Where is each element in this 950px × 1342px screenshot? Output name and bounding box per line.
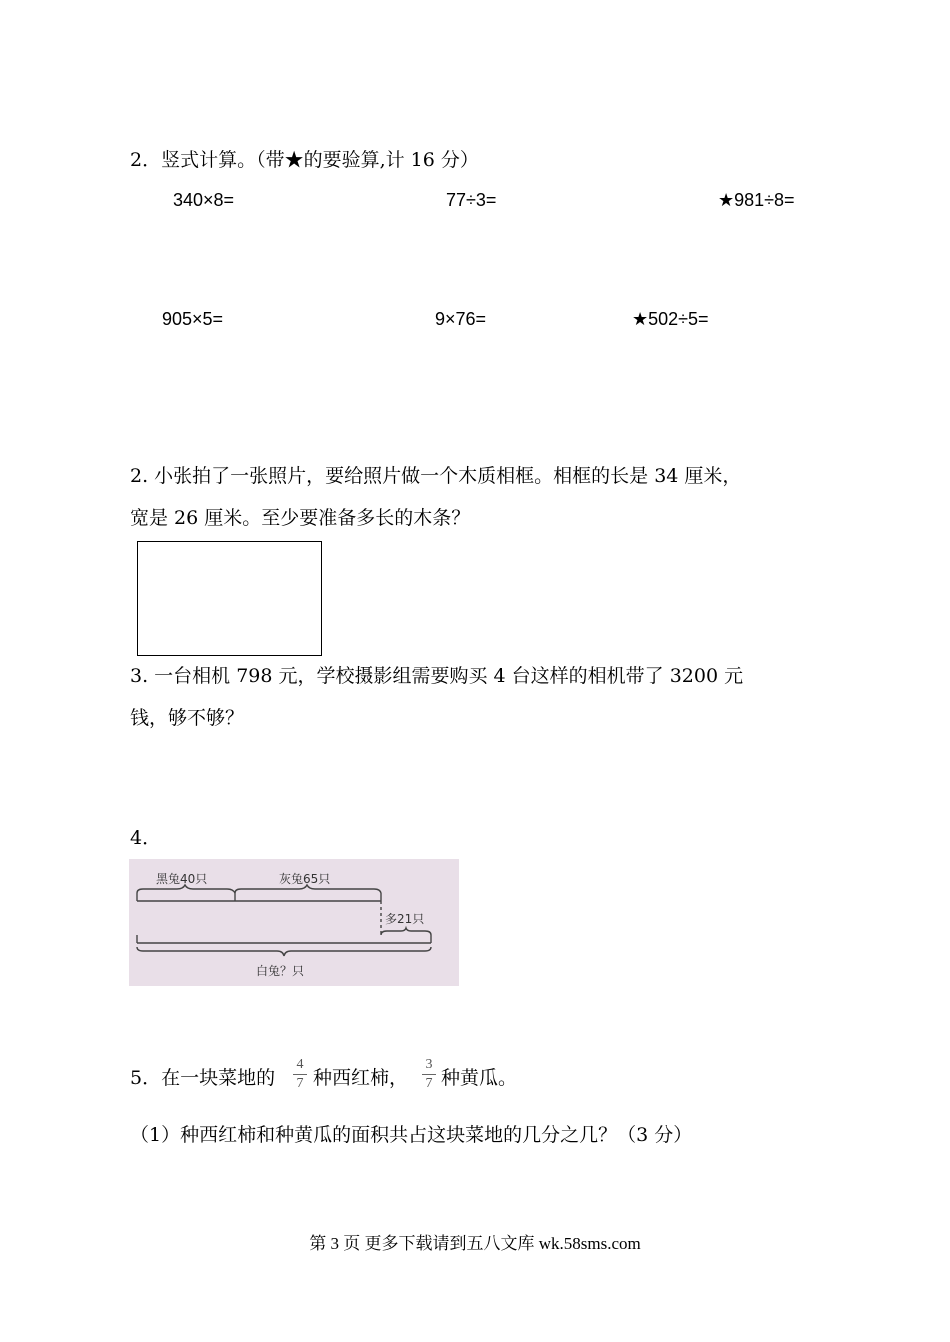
fraction-denominator: 7 <box>425 1076 433 1091</box>
white-rabbit-label: 白兔？只 <box>256 964 305 978</box>
garden-problem-middle: 种西红柿， <box>313 1067 409 1089</box>
frame-problem-line1: 2. 小张拍了一张照片，要给照片做一个木质相框。相框的长是 34 厘米， <box>130 465 742 487</box>
fraction-bar <box>422 1074 436 1075</box>
fraction-numerator: 3 <box>425 1057 433 1072</box>
fraction-bar <box>293 1074 307 1075</box>
calc-item: ★502÷5= <box>632 309 709 329</box>
frame-rectangle <box>137 541 322 656</box>
camera-problem-line1: 3. 一台相机 798 元，学校摄影组需要购买 4 台这样的相机带了 3200 元 <box>130 665 744 687</box>
calc-item: ★981÷8= <box>718 190 795 210</box>
garden-problem-suffix: 种黄瓜。 <box>441 1067 518 1089</box>
gray-rabbit-label: 灰兔65只 <box>279 872 331 886</box>
fraction-numerator: 4 <box>296 1057 304 1072</box>
rabbit-problem-number: 4． <box>130 827 162 849</box>
fraction-three-sevenths <box>421 1057 437 1092</box>
calc-item: 77÷3= <box>446 190 497 210</box>
calc-item: 340×8= <box>173 190 235 210</box>
garden-subquestion-1: （1）种西红柿和种黄瓜的面积共占这块菜地的几分之几？（3 分） <box>130 1124 693 1146</box>
rabbit-diagram <box>129 859 459 986</box>
more-rabbit-label: 多21只 <box>385 912 425 926</box>
calc-heading: 2．竖式计算。（带★的要验算,计 16 分） <box>130 149 479 171</box>
calc-item: 9×76= <box>435 309 487 329</box>
fraction-four-sevenths <box>292 1057 308 1092</box>
calc-item: 905×5= <box>162 309 224 329</box>
page-footer: 第 3 页 更多下载请到五八文库 wk.58sms.com <box>309 1234 641 1253</box>
frame-problem-line2: 宽是 26 厘米。至少要准备多长的木条？ <box>130 507 471 529</box>
garden-problem-prefix: 5．在一块菜地的 <box>130 1067 276 1089</box>
camera-problem-line2: 钱，够不够？ <box>130 707 245 729</box>
black-rabbit-label: 黑兔40只 <box>156 872 208 886</box>
rabbit-line-diagram <box>129 859 459 986</box>
fraction-denominator: 7 <box>296 1076 304 1091</box>
